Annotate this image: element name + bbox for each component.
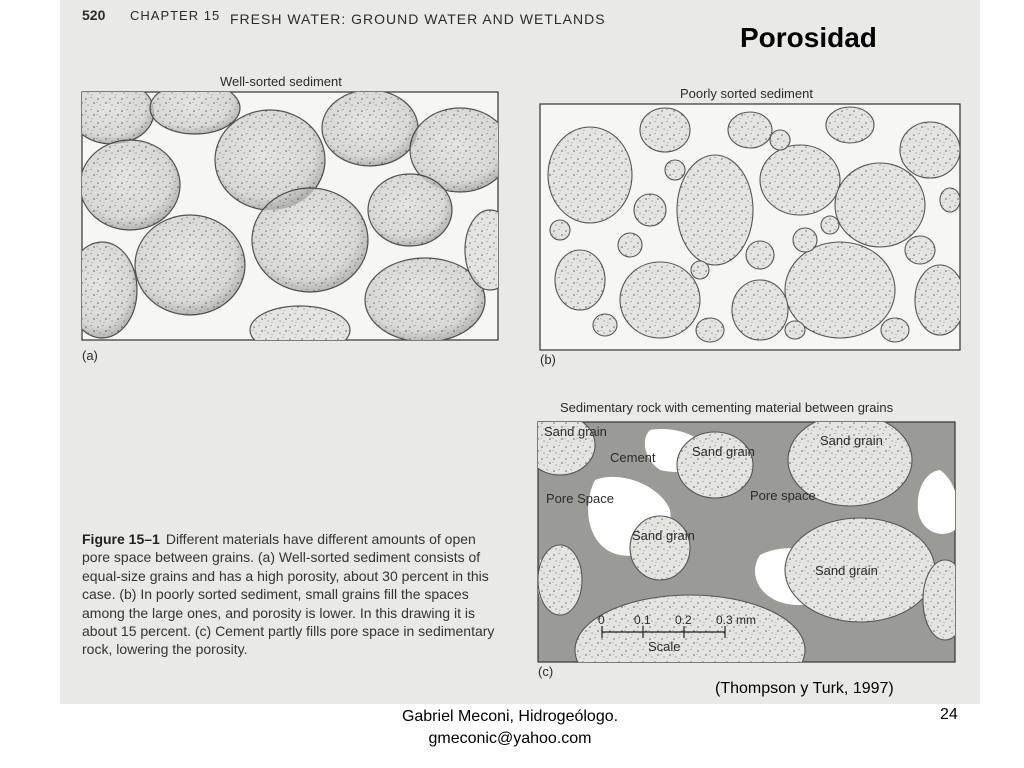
panel-a-title: Well-sorted sediment <box>220 74 342 89</box>
label-sand-grain-5: Sand grain <box>815 563 878 578</box>
panel-c-tag: (c) <box>538 664 554 679</box>
figure-label: Figure 15–1 <box>82 531 160 547</box>
panel-b-title: Poorly sorted sediment <box>680 86 813 101</box>
scale-tick-0: 0 <box>598 613 605 627</box>
panel-c-title: Sedimentary rock with cementing material between grains <box>560 400 894 415</box>
chapter-title: FRESH WATER: GROUND WATER AND WETLANDS <box>230 11 606 27</box>
label-sand-grain-4: Sand grain <box>632 528 695 543</box>
footer-author: Gabriel Meconi, Hidrogeólogo. <box>401 708 619 725</box>
chapter-page-ref: 520 <box>82 7 106 23</box>
slide-title: Porosidad <box>740 22 877 53</box>
panel-a-illustration <box>67 80 515 354</box>
scale-tick-3: 0.3 mm <box>716 613 757 627</box>
figure-caption <box>82 530 502 659</box>
label-pore-space-1: Pore Space <box>546 491 614 506</box>
panel-b-illustration <box>540 104 965 350</box>
label-sand-grain-2: Sand grain <box>692 444 755 459</box>
page-number: 24 <box>940 706 958 723</box>
label-sand-grain-1: Sand grain <box>544 424 607 439</box>
scale-label: Scale <box>648 639 681 654</box>
label-cement: Cement <box>610 450 656 465</box>
caption-text: Different materials have different amounts of open pore space between grains. (a) Well-sorted sediment consists of equal-size grains and has a high porosity, about 30 percent in this case. (b) In poorly sorted sediment, small grains fill the spaces among the large ones, and porosity is lower. In this drawing it is about 15 percent. (c) Cement partly fills pore space in sedimentary rock, lowering the porosity. <box>82 531 495 658</box>
panel-b-tag: (b) <box>540 352 556 367</box>
footer <box>300 706 720 750</box>
chapter-number: CHAPTER 15 <box>130 8 221 23</box>
label-sand-grain-3: Sand grain <box>820 433 883 448</box>
scale-tick-2: 0.2 <box>675 613 692 627</box>
textbook-scan <box>60 0 980 704</box>
label-pore-space-2: Pore space <box>750 488 816 503</box>
scale-tick-1: 0.1 <box>634 613 651 627</box>
footer-email: gmeconic@yahoo.com <box>428 730 592 747</box>
panel-a-tag: (a) <box>82 348 98 363</box>
citation: (Thompson y Turk, 1997) <box>715 680 894 697</box>
